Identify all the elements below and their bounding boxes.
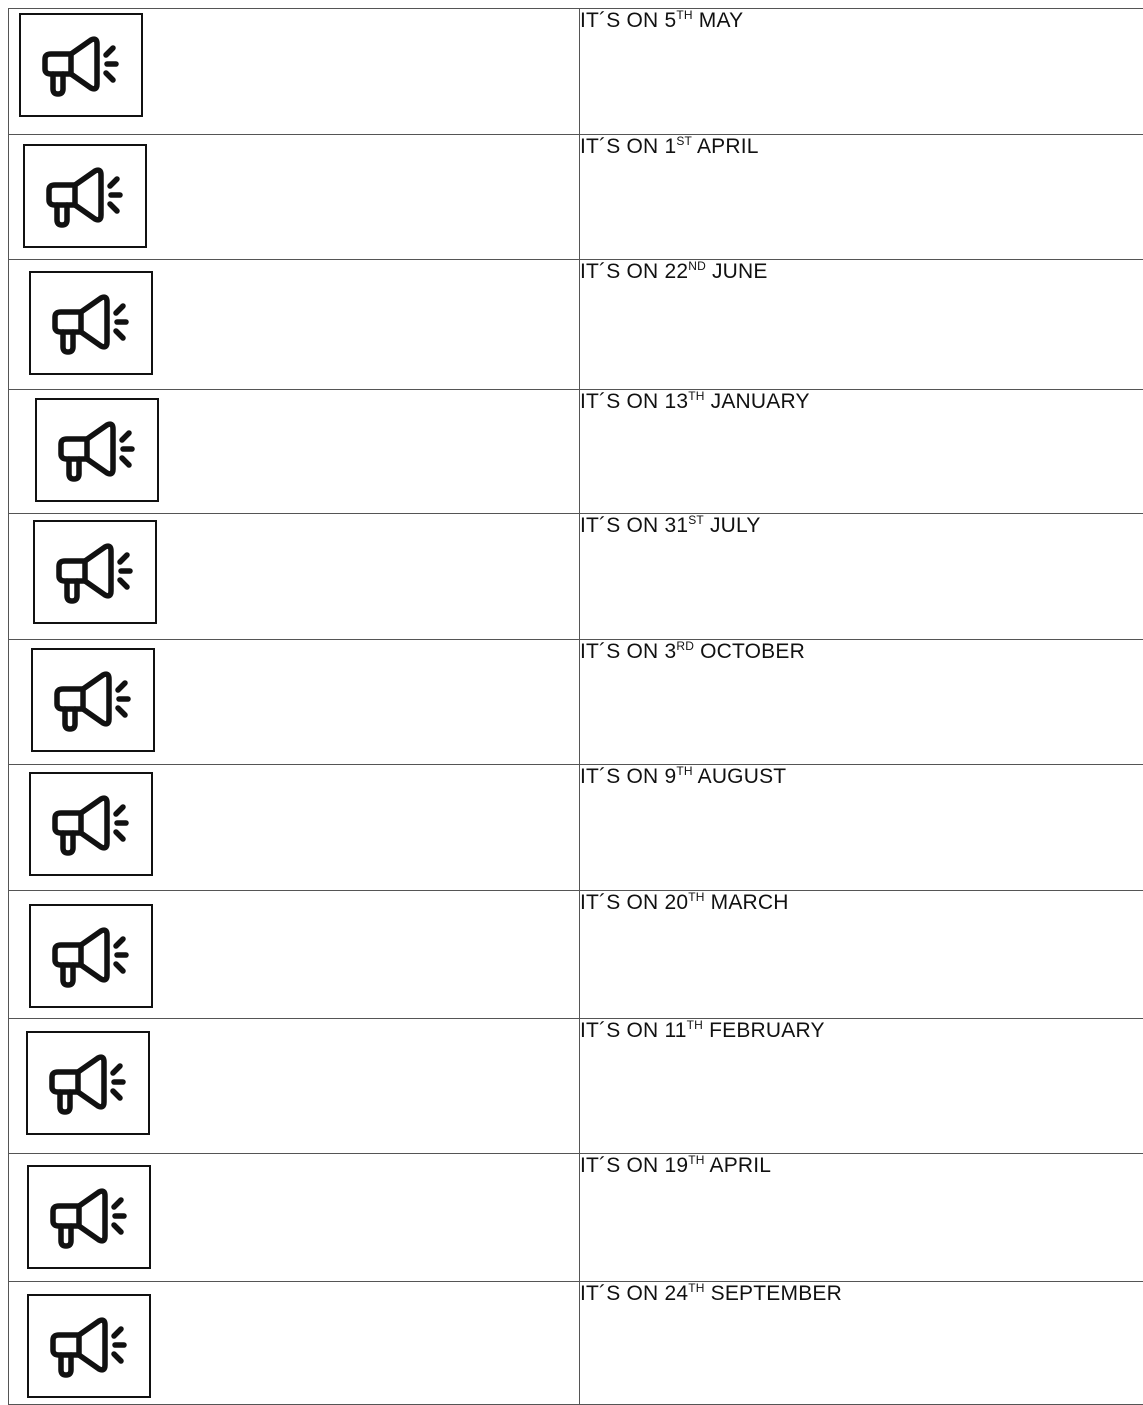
date-prefix: IT´S ON [580, 640, 664, 663]
day-number: 5 [664, 9, 676, 32]
icon-frame[interactable] [31, 648, 155, 752]
icon-frame[interactable] [27, 1294, 151, 1398]
icon-frame[interactable] [35, 398, 159, 502]
month-name: MARCH [705, 891, 789, 914]
ordinal-suffix: TH [676, 8, 692, 22]
icon-cell [9, 260, 580, 390]
date-cell [580, 1019, 1143, 1154]
icon-cell [9, 1019, 580, 1154]
megaphone-icon [33, 29, 129, 101]
month-name: MAY [693, 9, 744, 32]
date-prefix: IT´S ON [580, 891, 664, 914]
month-name: APRIL [692, 135, 759, 158]
day-number: 13 [664, 390, 688, 413]
table-row [9, 640, 1143, 765]
ordinal-suffix: RD [676, 639, 694, 653]
month-name: JANUARY [705, 390, 810, 413]
icon-frame[interactable] [27, 1165, 151, 1269]
day-number: 19 [664, 1154, 688, 1177]
date-cell [580, 1282, 1143, 1405]
megaphone-icon [40, 1047, 136, 1119]
month-name: APRIL [705, 1154, 772, 1177]
month-name: OCTOBER [694, 640, 805, 663]
icon-cell [9, 1154, 580, 1282]
date-cell [580, 514, 1143, 640]
date-prefix: IT´S ON [580, 135, 664, 158]
day-number: 24 [664, 1282, 688, 1305]
date-prefix: IT´S ON [580, 390, 664, 413]
table-row [9, 765, 1143, 891]
date-prefix: IT´S ON [580, 765, 664, 788]
ordinal-suffix: ST [676, 134, 692, 148]
date-prefix: IT´S ON [580, 1154, 664, 1177]
month-name: SEPTEMBER [705, 1282, 842, 1305]
month-name: JULY [704, 514, 761, 537]
ordinal-suffix: TH [688, 1153, 704, 1167]
table-row [9, 514, 1143, 640]
month-name: AUGUST [693, 765, 787, 788]
icon-cell [9, 9, 580, 135]
day-number: 20 [664, 891, 688, 914]
day-number: 3 [664, 640, 676, 663]
date-cell [580, 891, 1143, 1019]
date-cell [580, 260, 1143, 390]
megaphone-icon [43, 287, 139, 359]
icon-frame[interactable] [29, 271, 153, 375]
megaphone-icon [49, 414, 145, 486]
date-table [8, 8, 1143, 1405]
icon-cell [9, 765, 580, 891]
date-cell [580, 765, 1143, 891]
icon-cell [9, 514, 580, 640]
megaphone-icon [47, 536, 143, 608]
icon-frame[interactable] [29, 772, 153, 876]
date-prefix: IT´S ON [580, 9, 664, 32]
date-cell [580, 1154, 1143, 1282]
date-prefix: IT´S ON [580, 260, 664, 283]
ordinal-suffix: TH [688, 1281, 704, 1295]
date-table-body [9, 9, 1143, 1405]
icon-frame[interactable] [26, 1031, 150, 1135]
day-number: 9 [664, 765, 676, 788]
icon-cell [9, 891, 580, 1019]
date-cell [580, 135, 1143, 260]
megaphone-icon [41, 1310, 137, 1382]
icon-frame[interactable] [23, 144, 147, 248]
date-cell [580, 9, 1143, 135]
table-row [9, 1154, 1143, 1282]
icon-cell [9, 640, 580, 765]
table-row [9, 891, 1143, 1019]
megaphone-icon [45, 664, 141, 736]
table-row [9, 390, 1143, 514]
table-row [9, 260, 1143, 390]
day-number: 1 [664, 135, 676, 158]
icon-frame[interactable] [19, 13, 143, 117]
ordinal-suffix: TH [676, 764, 692, 778]
megaphone-icon [41, 1181, 137, 1253]
date-prefix: IT´S ON [580, 1282, 664, 1305]
day-number: 31 [664, 514, 688, 537]
date-cell [580, 640, 1143, 765]
ordinal-suffix: ST [688, 513, 704, 527]
megaphone-icon [43, 788, 139, 860]
icon-frame[interactable] [29, 904, 153, 1008]
month-name: JUNE [706, 260, 768, 283]
month-name: FEBRUARY [703, 1019, 825, 1042]
icon-frame[interactable] [33, 520, 157, 624]
date-cell [580, 390, 1143, 514]
day-number: 22 [664, 260, 688, 283]
table-row [9, 135, 1143, 260]
day-number: 11 [664, 1019, 686, 1042]
table-row [9, 1019, 1143, 1154]
date-prefix: IT´S ON [580, 514, 664, 537]
table-row [9, 1282, 1143, 1405]
table-row [9, 9, 1143, 135]
ordinal-suffix: ND [688, 259, 706, 273]
icon-cell [9, 135, 580, 260]
ordinal-suffix: TH [688, 389, 704, 403]
ordinal-suffix: TH [688, 890, 704, 904]
megaphone-icon [37, 160, 133, 232]
icon-cell [9, 1282, 580, 1405]
date-prefix: IT´S ON [580, 1019, 664, 1042]
icon-cell [9, 390, 580, 514]
megaphone-icon [43, 920, 139, 992]
ordinal-suffix: TH [687, 1018, 703, 1032]
